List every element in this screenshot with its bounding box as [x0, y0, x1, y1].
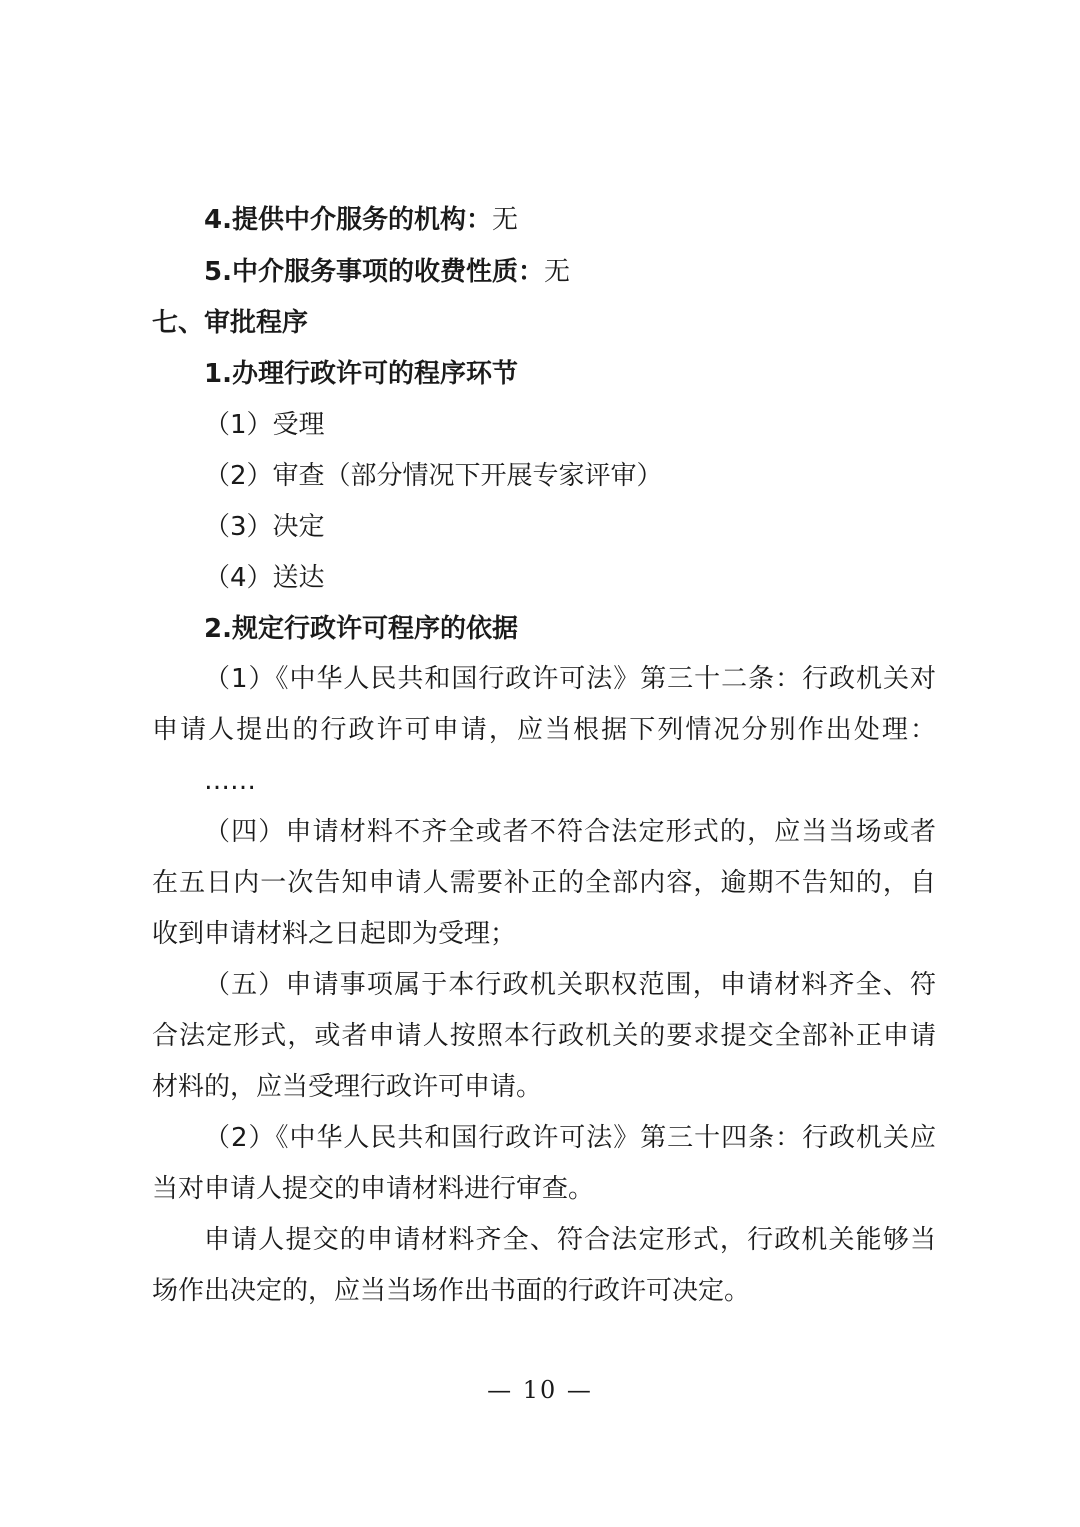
step-3: （3）决定	[204, 512, 325, 542]
item-4-label: 4.提供中介服务的机构：	[204, 205, 492, 235]
body-line: 合法定形式，或者申请人按照本行政机关的要求提交全部补正申请	[152, 1021, 936, 1051]
body-line: （四）申请材料不齐全或者不符合法定形式的，应当当场或者	[204, 817, 936, 847]
ellipsis-line: ……	[204, 766, 256, 796]
subsection-title-2: 2.规定行政许可程序的依据	[204, 614, 518, 644]
body-line: 申请人提交的申请材料齐全、符合法定形式，行政机关能够当	[204, 1225, 936, 1255]
item-4-row	[204, 203, 518, 237]
item-5-label: 5.中介服务事项的收费性质：	[204, 257, 544, 287]
body-line: 收到申请材料之日起即为受理；	[152, 919, 517, 949]
body-line: 申请人提出的行政许可申请，应当根据下列情况分别作出处理：	[152, 715, 936, 745]
step-2: （2）审查（部分情况下开展专家评审）	[204, 461, 663, 491]
step-1: （1）受理	[204, 410, 325, 440]
body-line: 当对申请人提交的申请材料进行审查。	[152, 1174, 595, 1204]
body-line: 在五日内一次告知申请人需要补正的全部内容，逾期不告知的，自	[152, 868, 936, 898]
body-line: （五）申请事项属于本行政机关职权范围，申请材料齐全、符	[204, 970, 936, 1000]
body-line: 材料的，应当受理行政许可申请。	[152, 1072, 543, 1102]
page-number: — 10 —	[487, 1376, 593, 1404]
body-line: （2）《中华人民共和国行政许可法》第三十四条：行政机关应	[204, 1123, 936, 1153]
section-heading-7: 七、审批程序	[152, 308, 309, 338]
item-5-row	[204, 255, 570, 289]
item-5-value: 无	[543, 257, 570, 287]
body-line: （1）《中华人民共和国行政许可法》第三十二条：行政机关对	[204, 664, 936, 694]
body-line: 场作出决定的，应当当场作出书面的行政许可决定。	[152, 1276, 751, 1306]
step-4: （4）送达	[204, 563, 325, 593]
item-4-value: 无	[491, 205, 518, 235]
subsection-title-1: 1.办理行政许可的程序环节	[204, 359, 518, 389]
